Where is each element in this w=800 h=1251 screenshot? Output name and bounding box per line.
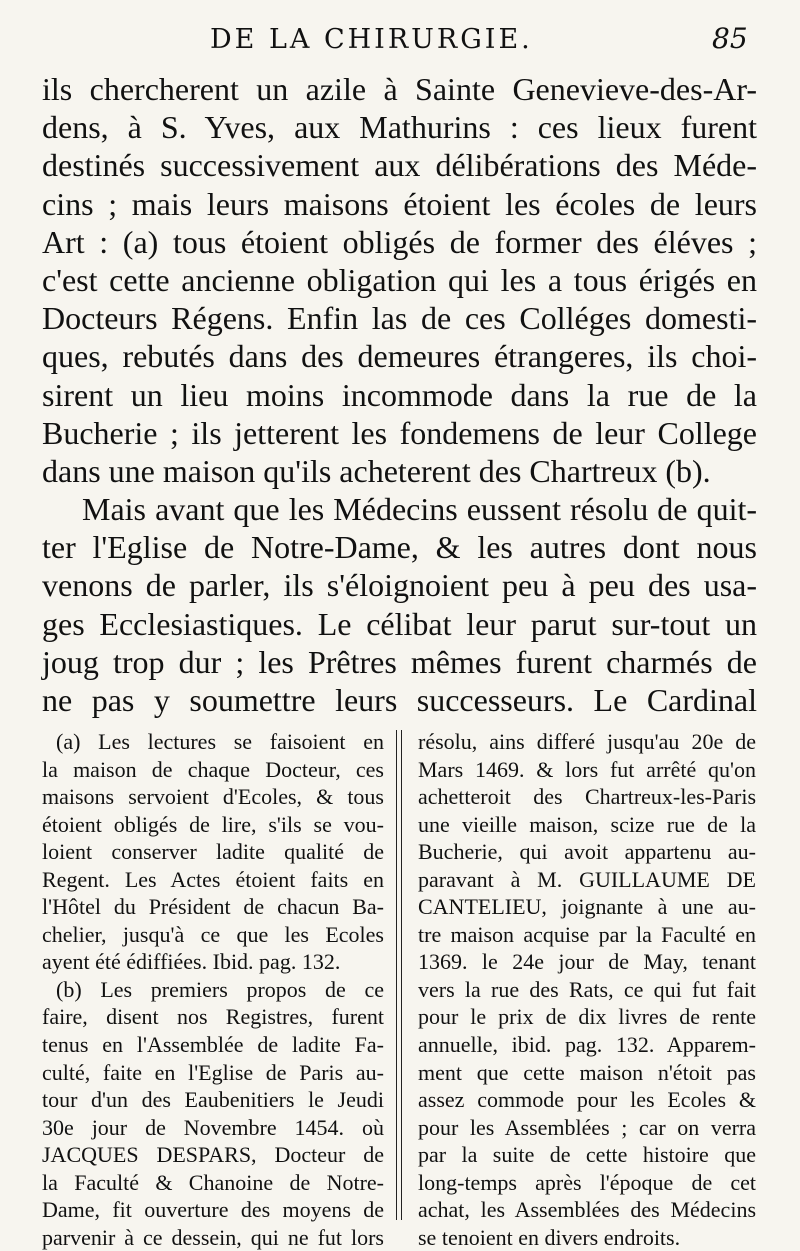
footnote-line: (b) Les premiers propos de ce <box>56 976 384 1002</box>
footnote-line: résolu, ains differé jusqu'au 20e de <box>418 729 756 754</box>
running-head: DE LA CHIRURGIE. <box>210 24 533 55</box>
page-header <box>0 20 800 64</box>
text-line: ques, rebutés dans des demeures étrangeres, ils choi- <box>42 338 757 375</box>
footnotes-left-column <box>42 728 384 1251</box>
footnote-line: une vieille maison, scize rue de la <box>418 811 756 837</box>
text-line: ne pas y soumettre leurs successeurs. Le Cardinal <box>42 682 757 718</box>
footnote-line: loient conserver ladite qualité de <box>42 839 384 865</box>
footnote-line: par la suite de cette histoire que <box>418 1142 756 1168</box>
text-line: dans une maison qu'ils acheterent des Chartreux (b). <box>42 452 711 489</box>
footnote-line: tenus en l'Assemblée de ladite Fa- <box>42 1032 384 1058</box>
footnote-line: 1369. le 24e jour de May, tenant <box>418 949 756 975</box>
text-line: Bucherie ; ils jetterent les fondemens de leur College <box>42 414 757 451</box>
footnote-line: achetteroit des Chartreux-les-Paris <box>418 784 756 810</box>
footnote-line: tour d'un des Eaubenitiers le Jeudi <box>42 1087 384 1113</box>
footnote-line: faire, disent nos Registres, furent <box>42 1004 384 1030</box>
footnote-line: la maison de chaque Docteur, ces <box>42 756 384 782</box>
footnote-line: Bucherie, qui avoit appartenu au- <box>418 839 756 865</box>
footnote-line: JACQUES DESPARS, Docteur de <box>42 1142 384 1168</box>
text-line: c'est cette ancienne obligation qui les a tous érigés en <box>42 261 757 298</box>
text-line: destinés successivement aux délibérations des Méde- <box>42 147 757 184</box>
footnote-line: ment que cette maison n'étoit pas <box>418 1059 756 1085</box>
footnote-line: se tenoient en divers endroits. <box>418 1224 681 1250</box>
footnote-line: pour le prix de dix livres de rente <box>418 1004 756 1030</box>
footnote-line: paravant à M. GUILLAUME DE <box>418 866 756 892</box>
footnote-line: annuelle, ibid. pag. 132. Apparem- <box>418 1032 756 1058</box>
footnote-line: ayent été édiffiées. Ibid. pag. 132. <box>42 949 341 975</box>
column-divider-rule <box>396 730 402 1220</box>
text-line: ils chercherent un azile à Sainte Genevieve-des-Ar- <box>42 71 757 107</box>
text-line: dens, à S. Yves, aux Mathurins : ces lieux furent <box>42 109 757 146</box>
footnote-line: CANTELIEU, joignante à une au- <box>418 894 756 920</box>
footnote-line: vers la rue des Rats, ce qui fut fait <box>418 976 756 1002</box>
text-line: ges Ecclesiastiques. Le célibat leur parut sur-tout un <box>42 605 757 642</box>
footnote-line: l'Hôtel du Président de chacun Ba- <box>42 894 384 920</box>
text-line: joug trop dur ; les Prêtres mêmes furent charmés de <box>42 643 757 680</box>
footnote-line: chelier, jusqu'à ce que les Ecoles <box>42 921 384 947</box>
footnote-line: Dame, fit ouverture des moyens de <box>42 1197 384 1223</box>
page-number: 85 <box>712 22 748 55</box>
footnote-line: Mars 1469. & lors fut arrêté qu'on <box>418 756 756 782</box>
text-line: ter l'Eglise de Notre-Dame, & les autres dont nous <box>42 529 757 566</box>
footnote-line: maisons servoient d'Ecoles, & tous <box>42 784 384 810</box>
footnote-line: Regent. Les Actes étoient faits en <box>42 866 384 892</box>
text-line: cins ; mais leurs maisons étoient les écoles de leurs <box>42 185 757 222</box>
text-line: venons de parler, ils s'éloignoient peu à peu des usa- <box>42 567 757 604</box>
footnote-line: la Faculté & Chanoine de Notre- <box>42 1169 384 1195</box>
footnote-line: long-temps après l'époque de cet <box>418 1169 756 1195</box>
footnote-line: culté, faite en l'Eglise de Paris au- <box>42 1059 384 1085</box>
text-line: Mais avant que les Médecins eussent résolu de quit- <box>82 491 757 528</box>
footnote-line: pour les Assemblées ; car on verra <box>418 1114 756 1140</box>
footnote-line: parvenir à ce dessein, qui ne fut lors <box>42 1224 384 1250</box>
footnote-line: 30e jour de Novembre 1454. où <box>42 1114 384 1140</box>
text-line: sirent un lieu moins incommode dans la rue de la <box>42 376 757 413</box>
text-line: Art : (a) tous étoient obligés de former des éléves ; <box>42 223 757 260</box>
footnote-line: (a) Les lectures se faisoient en <box>56 729 384 754</box>
footnote-line: achat, les Assemblées des Médecins <box>418 1197 756 1223</box>
footnote-line: tre maison acquise par la Faculté en <box>418 921 756 947</box>
footnote-line: étoient obligés de lire, s'ils se vou- <box>42 811 384 837</box>
text-line: Docteurs Régens. Enfin las de ces Colléges domesti- <box>42 300 757 337</box>
footnotes-right-column <box>418 728 756 1251</box>
main-text-block <box>42 70 757 719</box>
footnote-line: assez commode pour les Ecoles & <box>418 1087 756 1113</box>
